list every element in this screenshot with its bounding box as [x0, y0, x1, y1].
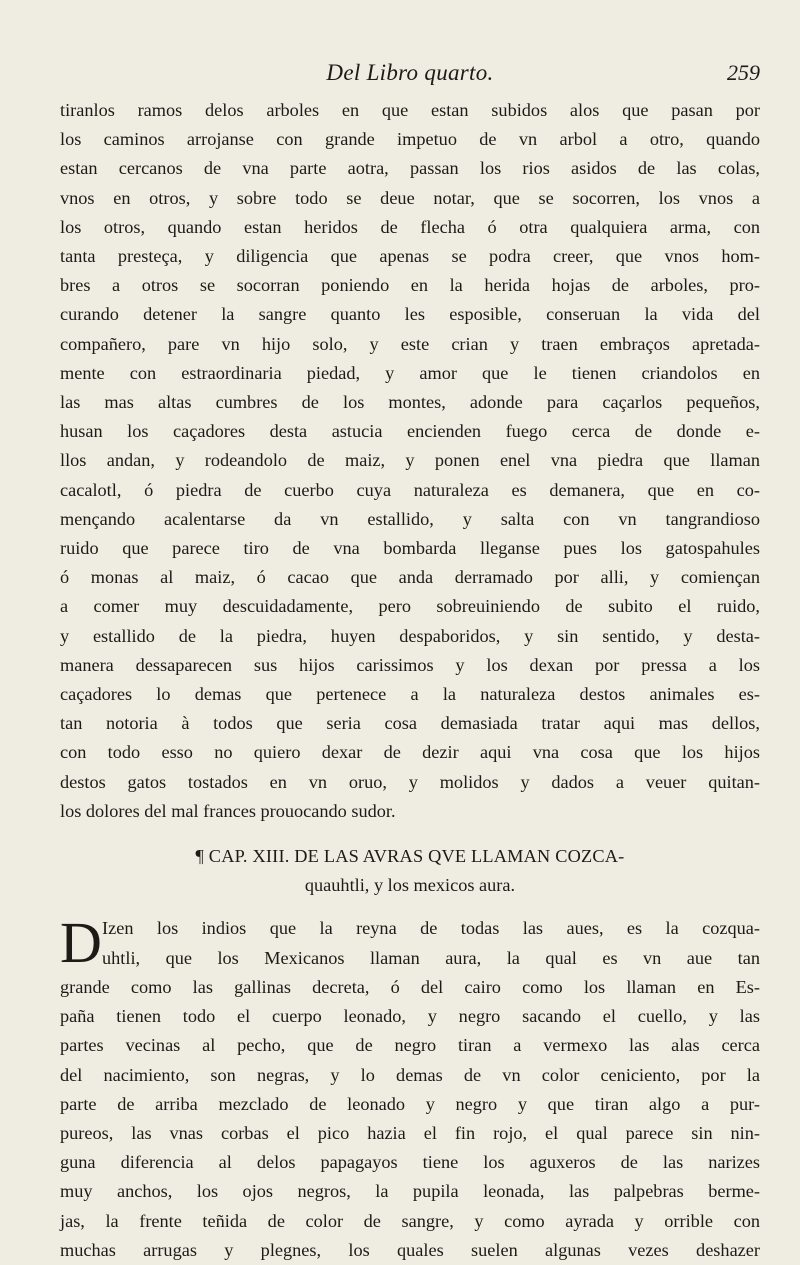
text-line: los otros, quando estan heridos de flecha ó otra qualquiera arma, con — [60, 216, 760, 237]
text-line: los dolores del mal frances prouocando sudor. — [60, 800, 396, 821]
chapter-title — [60, 842, 760, 900]
text-line: llos andan, y rodeandolo de maiz, y ponen enel vna piedra que llaman — [60, 450, 760, 471]
text-line: ruido que parece tiro de vna bombarda lleganse pues los gatospahules — [60, 538, 760, 559]
chapter-subheading: quauhtli, y los mexicos aura. — [304, 875, 516, 896]
text-line: compañero, pare vn hijo solo, y este crian y traen embraços apretada- — [60, 333, 760, 354]
paragraph-2 — [60, 910, 760, 1264]
paragraph-1 — [60, 96, 760, 826]
text-line: a comer muy descuidadamente, pero sobreuiniendo de subito el ruido, — [60, 596, 760, 617]
text-line: uhtli, que los Mexicanos llaman aura, la qual es vn aue tan — [102, 947, 760, 968]
page-header — [60, 60, 760, 96]
text-line: muy anchos, los ojos negros, la pupila leonada, las palpebras berme- — [60, 1181, 760, 1202]
chapter-heading: ¶ CAP. XIII. DE LAS AVRAS QVE LLAMAN COZCA- — [195, 846, 625, 867]
text-line: bres a otros se socorran poniendo en la herida hojas de arboles, pro- — [60, 275, 760, 296]
text-line: tan notoria à todos que seria cosa demasiada tratar aqui mas dellos, — [60, 713, 760, 734]
text-line: las mas altas cumbres de los montes, adonde para caçarlos pequeños, — [60, 392, 760, 413]
text-line: y estallido de la piedra, huyen despaboridos, y sin sentido, y desta- — [60, 625, 760, 646]
text-line: paña tienen todo el cuerpo leonado, y negro sacando el cuello, y las — [60, 1006, 760, 1027]
text-line: manera dessaparecen sus hijos carissimos y los dexan por pressa a los — [60, 654, 760, 675]
book-page — [60, 60, 760, 1265]
text-line: caçadores lo demas que pertenece a la naturaleza destos animales es- — [60, 684, 760, 705]
text-line: cacalotl, ó piedra de cuerbo cuya naturaleza es demanera, que en co- — [60, 479, 760, 500]
text-line: parte de arriba mezclado de leonado y negro y que tiran algo a pur- — [60, 1093, 760, 1114]
text-line: Izen los indios que la reyna de todas las aues, es la cozqua- — [102, 918, 760, 939]
text-line: tiranlos ramos delos arboles en que estan subidos alos que pasan por — [60, 100, 760, 120]
text-line: guna diferencia al delos papagayos tiene los aguxeros de las narizes — [60, 1152, 760, 1173]
text-line: pureos, las vnas corbas el pico hazia el fin rojo, el qual parece sin nin- — [60, 1122, 760, 1143]
text-line: grande como las gallinas decreta, ó del cairo como los llaman en Es- — [60, 976, 760, 997]
text-line: los caminos arrojanse con grande impetuo de vn arbol a otro, quando — [60, 129, 760, 150]
text-line: estan cercanos de vna parte aotra, passan los rios asidos de las colas, — [60, 158, 760, 179]
text-line: partes vecinas al pecho, que de negro tiran a vermexo las alas cerca — [60, 1035, 760, 1056]
running-title: Del Libro quarto. — [326, 60, 494, 85]
text-line: mente con estraordinaria piedad, y amor que le tienen criandolos en — [60, 362, 760, 383]
text-line: vnos en otros, y sobre todo se deue notar, que se socorren, los vnos a — [60, 187, 760, 208]
text-line: jas, la frente teñida de color de sangre, y como ayrada y orrible con — [60, 1210, 760, 1231]
text-line: con todo esso no quiero dexar de dezir aqui vna cosa que los hijos — [60, 742, 760, 763]
page-number: 259 — [727, 60, 760, 85]
text-line: curando detener la sangre quanto les esposible, conseruan la vida del — [60, 304, 760, 325]
text-line: muchas arrugas y plegnes, los quales suelen algunas vezes deshazer — [60, 1239, 760, 1260]
text-line: tanta presteça, y diligencia que apenas se podra creer, que vnos hom- — [60, 246, 760, 267]
text-line: del nacimiento, son negras, y lo demas de vn color ceniciento, por la — [60, 1064, 760, 1085]
text-line: destos gatos tostados en vn oruo, y molidos y dados a veuer quitan- — [60, 771, 760, 792]
text-line: husan los caçadores desta astucia encienden fuego cerca de donde e- — [60, 421, 760, 442]
text-line: ó monas al maiz, ó cacao que anda derramado por alli, y comiençan — [60, 567, 760, 588]
text-line: mençando acalentarse da vn estallido, y salta con vn tangrandioso — [60, 508, 760, 529]
drop-cap: D — [60, 910, 102, 976]
